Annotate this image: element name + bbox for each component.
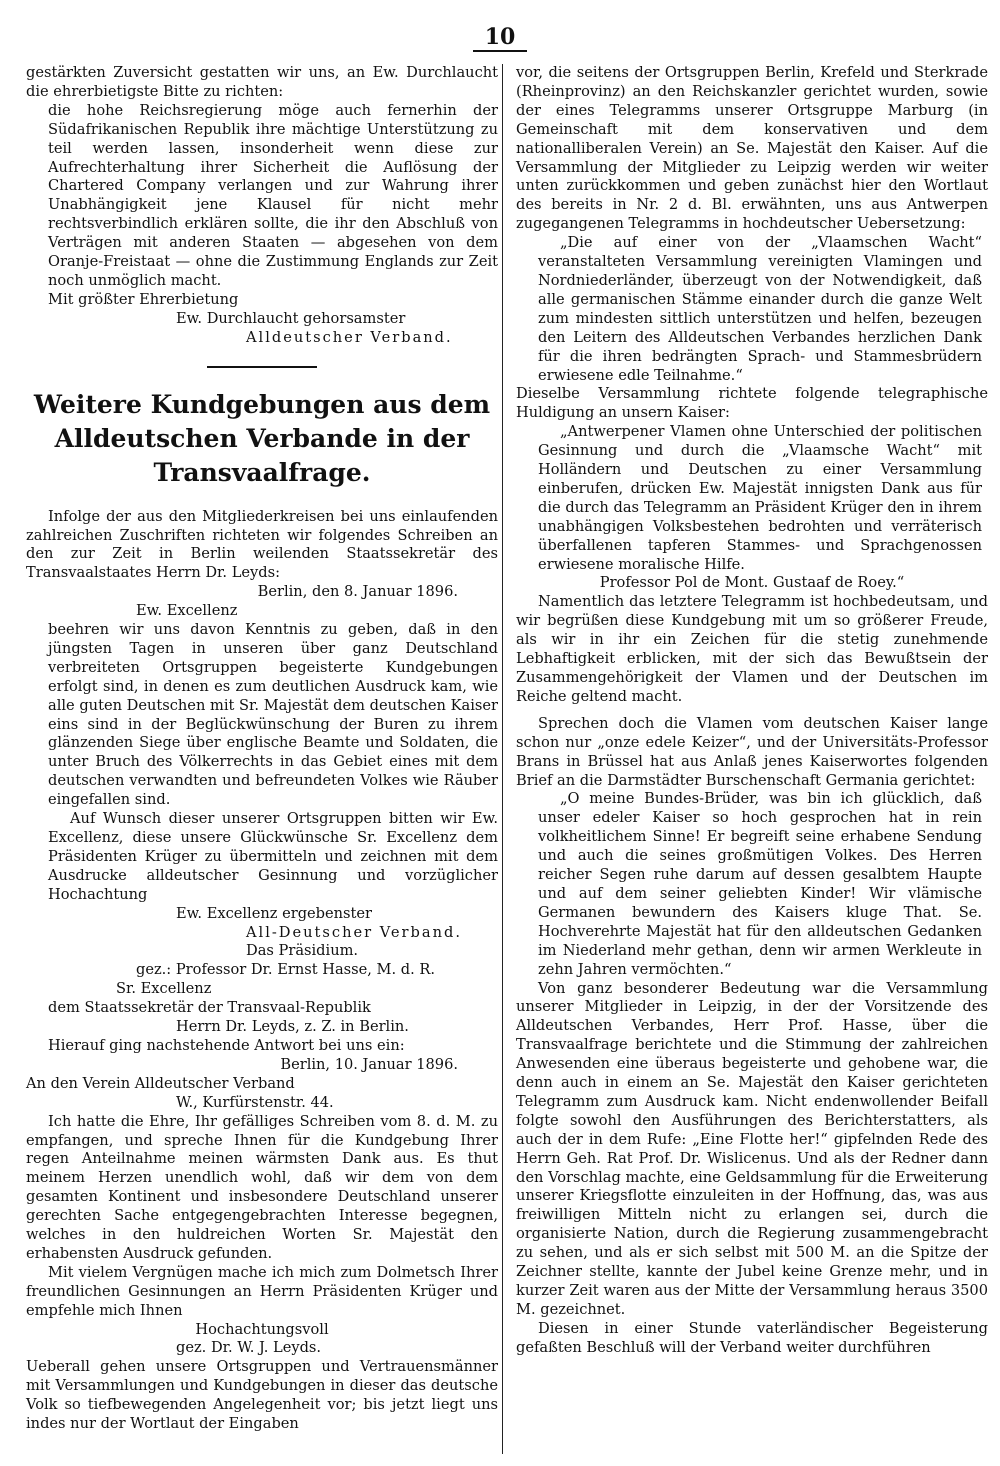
address-line: Herrn Dr. Leyds, z. Z. in Berlin. [176,1018,409,1036]
address-line: Sr. Excellenz [116,980,212,998]
section-divider [207,366,317,368]
letter-body: beehren wir uns davon Kenntnis zu geben, daß in den jüngsten Tagen in unseren über ganz Deutschland verbreiteten Ortsgruppen begeisterte Kundgebungen erfolgt sind, in denen es zum deutlichen Ausdruck kam, wie alle guten Deutschen mit Sr. Majestät dem deutschen Kaiser eins sind in der Beglückwünschung der Buren zu ihrem glänzenden Siege über englische Beamte und Soldaten, die unter Bruch des Völkerrechts in das Gebiet eines mit dem deutschen verwandten und befreundeten Volkes wie Räuber eingefallen sind. [48,621,498,809]
telegram-signature: Professor Pol de Mont. Gustaaf de Roey.“ [599,574,905,592]
paragraph: Namentlich das letztere Telegramm ist hochbedeutsam, und wir begrüßen diese Kundgebung mit um so größerer Freude, als wir in ihr ein Zeichen für die stetig zunehmende Lebhaftigkeit erblicken, mit der sich das Bewußtsein der Zusammengehörigkeit der Vlamen und der Deutschen im Reiche geltend macht. [516,593,988,705]
letter-date: Berlin, 10. Januar 1896. [280,1055,458,1073]
right-column [516,64,988,1358]
column-rule [502,64,503,1454]
address-line: W., Kurfürstenstr. 44. [176,1093,334,1111]
letter-date: Berlin, den 8. Januar 1896. [257,583,458,601]
letter-quote: „O meine Bundes-Brüder, was bin ich glücklich, daß unser edeler Kaiser so hoch gesprochen hat in rein volkheitlichem Sinne! Er begreift seine erhabene Sendung und auch die seines großmütigen Volkes. Des Herren reicher Segen ruhe darum auf dessen gesalbtem Haupte und auf dem seiner geliebten Kinder! Wir vlämische Germanen bewundern des Kaisers kluge That. Se. Hochverehrte Majestät hat für den alldeutschen Gedanken im Niederland mehr gethan, denn wir armen Werkleute in zehn Jahren vermöchten.“ [538,790,982,978]
paragraph: Hierauf ging nachstehende Antwort bei uns ein: [48,1036,405,1054]
telegram-quote: „Die auf einer von der „Vlaamschen Wacht“ veranstalteten Versammlung vereinigten Vlamingen und Nordniederländer, überzeugt von der Notwendigkeit, daß alle germanischen Stämme einander durch die ganze Welt zum mindesten sittlich unterstützen und helfen, bezeugen den Leitern des Alldeutschen Verbandes herzlichen Dank für die ihren bedrängten Sprach- und Stammesbrüdern erwiesene edle Teilnahme.“ [538,234,982,384]
signature-line: gez.: Professor Dr. Ernst Hasse, M. d. R. [136,961,436,979]
paragraph: Ueberall gehen unsere Ortsgruppen und Vertrauensmänner mit Versammlungen und Kundgebungen in dieser das deutsche Volk so tiefbewegenden Angelegenheit vor; bis jetzt liegt uns indes nur der Wortlaut der Eingaben [26,1358,498,1433]
page-number: 10 [0,24,1000,50]
signature-line: Ew. Excellenz ergebenster [176,904,373,922]
signature-org: All-Deutscher Verband. [246,923,462,941]
signature-line: gez. Dr. W. J. Leyds. [176,1339,322,1357]
letter-body: Auf Wunsch dieser unserer Ortsgruppen bitten wir Ew. Excellenz, diese unsere Glückwünsche Sr. Excellenz dem Präsidenten Krüger zu übermitteln und zeichnen mit dem Ausdrucke alldeutscher Gesinnung und vorzüglicher Hochachtung [48,810,498,903]
petition-text: die hohe Reichsregierung möge auch fernerhin der Südafrikanischen Republik ihre mächtige Unterstützung zu teil werden lassen, insonderheit wenn diese zur Aufrechterhaltung ihrer Sicherheit die Auflösung der Chartered Company verlangen und zur Wahrung ihrer Unabhängigkeit jene Klausel für nicht mehr rechtsverbindlich erklären sollte, die ihr den Abschluß von Verträgen mit anderen Staaten — abgesehen von dem Oranje-Freistaat — ohne die Zustimmung Englands zur Zeit noch unmöglich macht. [48,101,498,289]
telegram-quote: „Antwerpener Vlamen ohne Unterschied der politischen Gesinnung und durch die „Vlaamsche Wacht“ mit Holländern und Deutschen zu einer Versammlung einberufen, drücken Ew. Majestät innigsten Dank aus für die durch das Telegramm an Präsident Krüger den in ihrem unabhängigen Volksbestehen bedrohten und verräterisch überfallenen tapferen Stammes- und Sprachgenossen erwiesene moralische Hilfe. [538,423,982,573]
letter-body: Ich hatte die Ehre, Ihr gefälliges Schreiben vom 8. d. M. zu empfangen, und spreche Ihnen für die Kundgebung Ihrer regen Anteilnahme meinen wärmsten Dank aus. Es thut meinem Herzen unendlich wohl, daß wir dem von dem gesamten Kontinent und insbesondere Deutschland unserer gerechten Sache entgegengebrachten Interesse begegnen, welches in den huldreichen Worten Sr. Majestät den erhabensten Ausdruck gefunden. [26,1112,498,1262]
left-column [26,64,498,1434]
paragraph: Infolge der aus den Mitgliederkreisen bei uns einlaufenden zahlreichen Zuschriften richteten wir folgendes Schreiben an den zur Zeit in Berlin weilenden Staatssekretär des Transvaalstaates Herrn Dr. Leyds: [26,507,498,582]
closing-phrase: Mit größter Ehrerbietung [48,290,239,308]
signature-line: Das Präsidium. [246,942,359,960]
article-headline: Weitere Kundgebungen aus dem Alldeutschen Verbande in der Transvaalfrage. [33,389,491,487]
paragraph: Von ganz besonderer Bedeutung war die Versammlung unserer Mitglieder in Leipzig, in der der Vorsitzende des Alldeutschen Verbandes, Herr Prof. Hasse, über die Transvaalfrage berichtete und die Stimmung der zahlreichen Anwesenden eine überaus begeisterte und gehobene war, die denn auch in einem an Se. Majestät den Kaiser gerichteten Telegramm zum Ausdruck kam. Nicht endenwollender Beifall folgte sowohl den Ausführungen des Berichterstatters, als auch der in dem Rufe: „Eine Flotte her!“ gipfelnden Rede des Herrn Geh. Rat Prof. Dr. Wislicenus. Und als der Redner dann den Vorschlag machte, eine Geldsammlung für die Erweiterung unserer Kriegsflotte einzuleiten in der Hoffnung, das, was aus freiwilligen Mitteln nicht zu erlangen sei, durch die organisierte Nation, durch die Regierung zusammengebracht zu sehen, und als er sich selbst mit 500 M. an die Spitze der Zeichner stellte, kannte der Jubel keine Grenze mehr, und in kurzer Zeit waren aus der Mitte der Versammlung heraus 3500 M. gezeichnet. [516,979,988,1318]
signature-org: Alldeutscher Verband. [246,328,453,346]
paragraph: Dieselbe Versammlung richtete folgende telegraphische Huldigung an unsern Kaiser: [516,385,988,422]
letter-salutation: Ew. Excellenz [136,602,238,620]
signature-line: Hochachtungsvoll [195,1320,329,1338]
paragraph: gestärkten Zuversicht gestatten wir uns, an Ew. Durchlaucht die ehrerbietigste Bitte zu richten: [26,64,498,100]
signature-line: Ew. Durchlaucht gehorsamster [176,309,406,327]
paragraph: vor, die seitens der Ortsgruppen Berlin, Krefeld und Sterkrade (Rheinprovinz) an den Reichskanzler gerichtet wurden, sowie der eines Telegramms unserer Ortsgruppe Marburg (in Gemeinschaft mit dem konservativen und dem nationalliberalen Verein) an Se. Majestät den Kaiser. Auf die Versammlung der Mitglieder zu Leipzig werden wir weiter unten zurückkommen und geben zunächst hier den Wortlaut des bereits in Nr. 2 d. Bl. erwähnten, uns aus Antwerpen zugegangenen Telegramms in hochdeutscher Uebersetzung: [516,64,988,233]
address-line: An den Verein Alldeutscher Verband [26,1074,295,1092]
spacer [516,707,988,715]
paragraph: Diesen in einer Stunde vaterländischer Begeisterung gefaßten Beschluß will der Verband weiter durchführen [516,1319,988,1356]
letter-body: Mit vielem Vergnügen mache ich mich zum Dolmetsch Ihrer freundlichen Gesinnungen an Herrn Präsidenten Krüger und empfehle mich Ihnen [26,1263,498,1319]
paragraph: Sprechen doch die Vlamen vom deutschen Kaiser lange schon nur „onze edele Keizer“, und der Universitäts-Professor Brans in Brüssel hat aus Anlaß jenes Kaiserwortes folgenden Brief an die Darmstädter Burschenschaft Germania gerichtet: [516,714,988,789]
address-line: dem Staatssekretär der Transvaal-Republik [48,999,371,1017]
